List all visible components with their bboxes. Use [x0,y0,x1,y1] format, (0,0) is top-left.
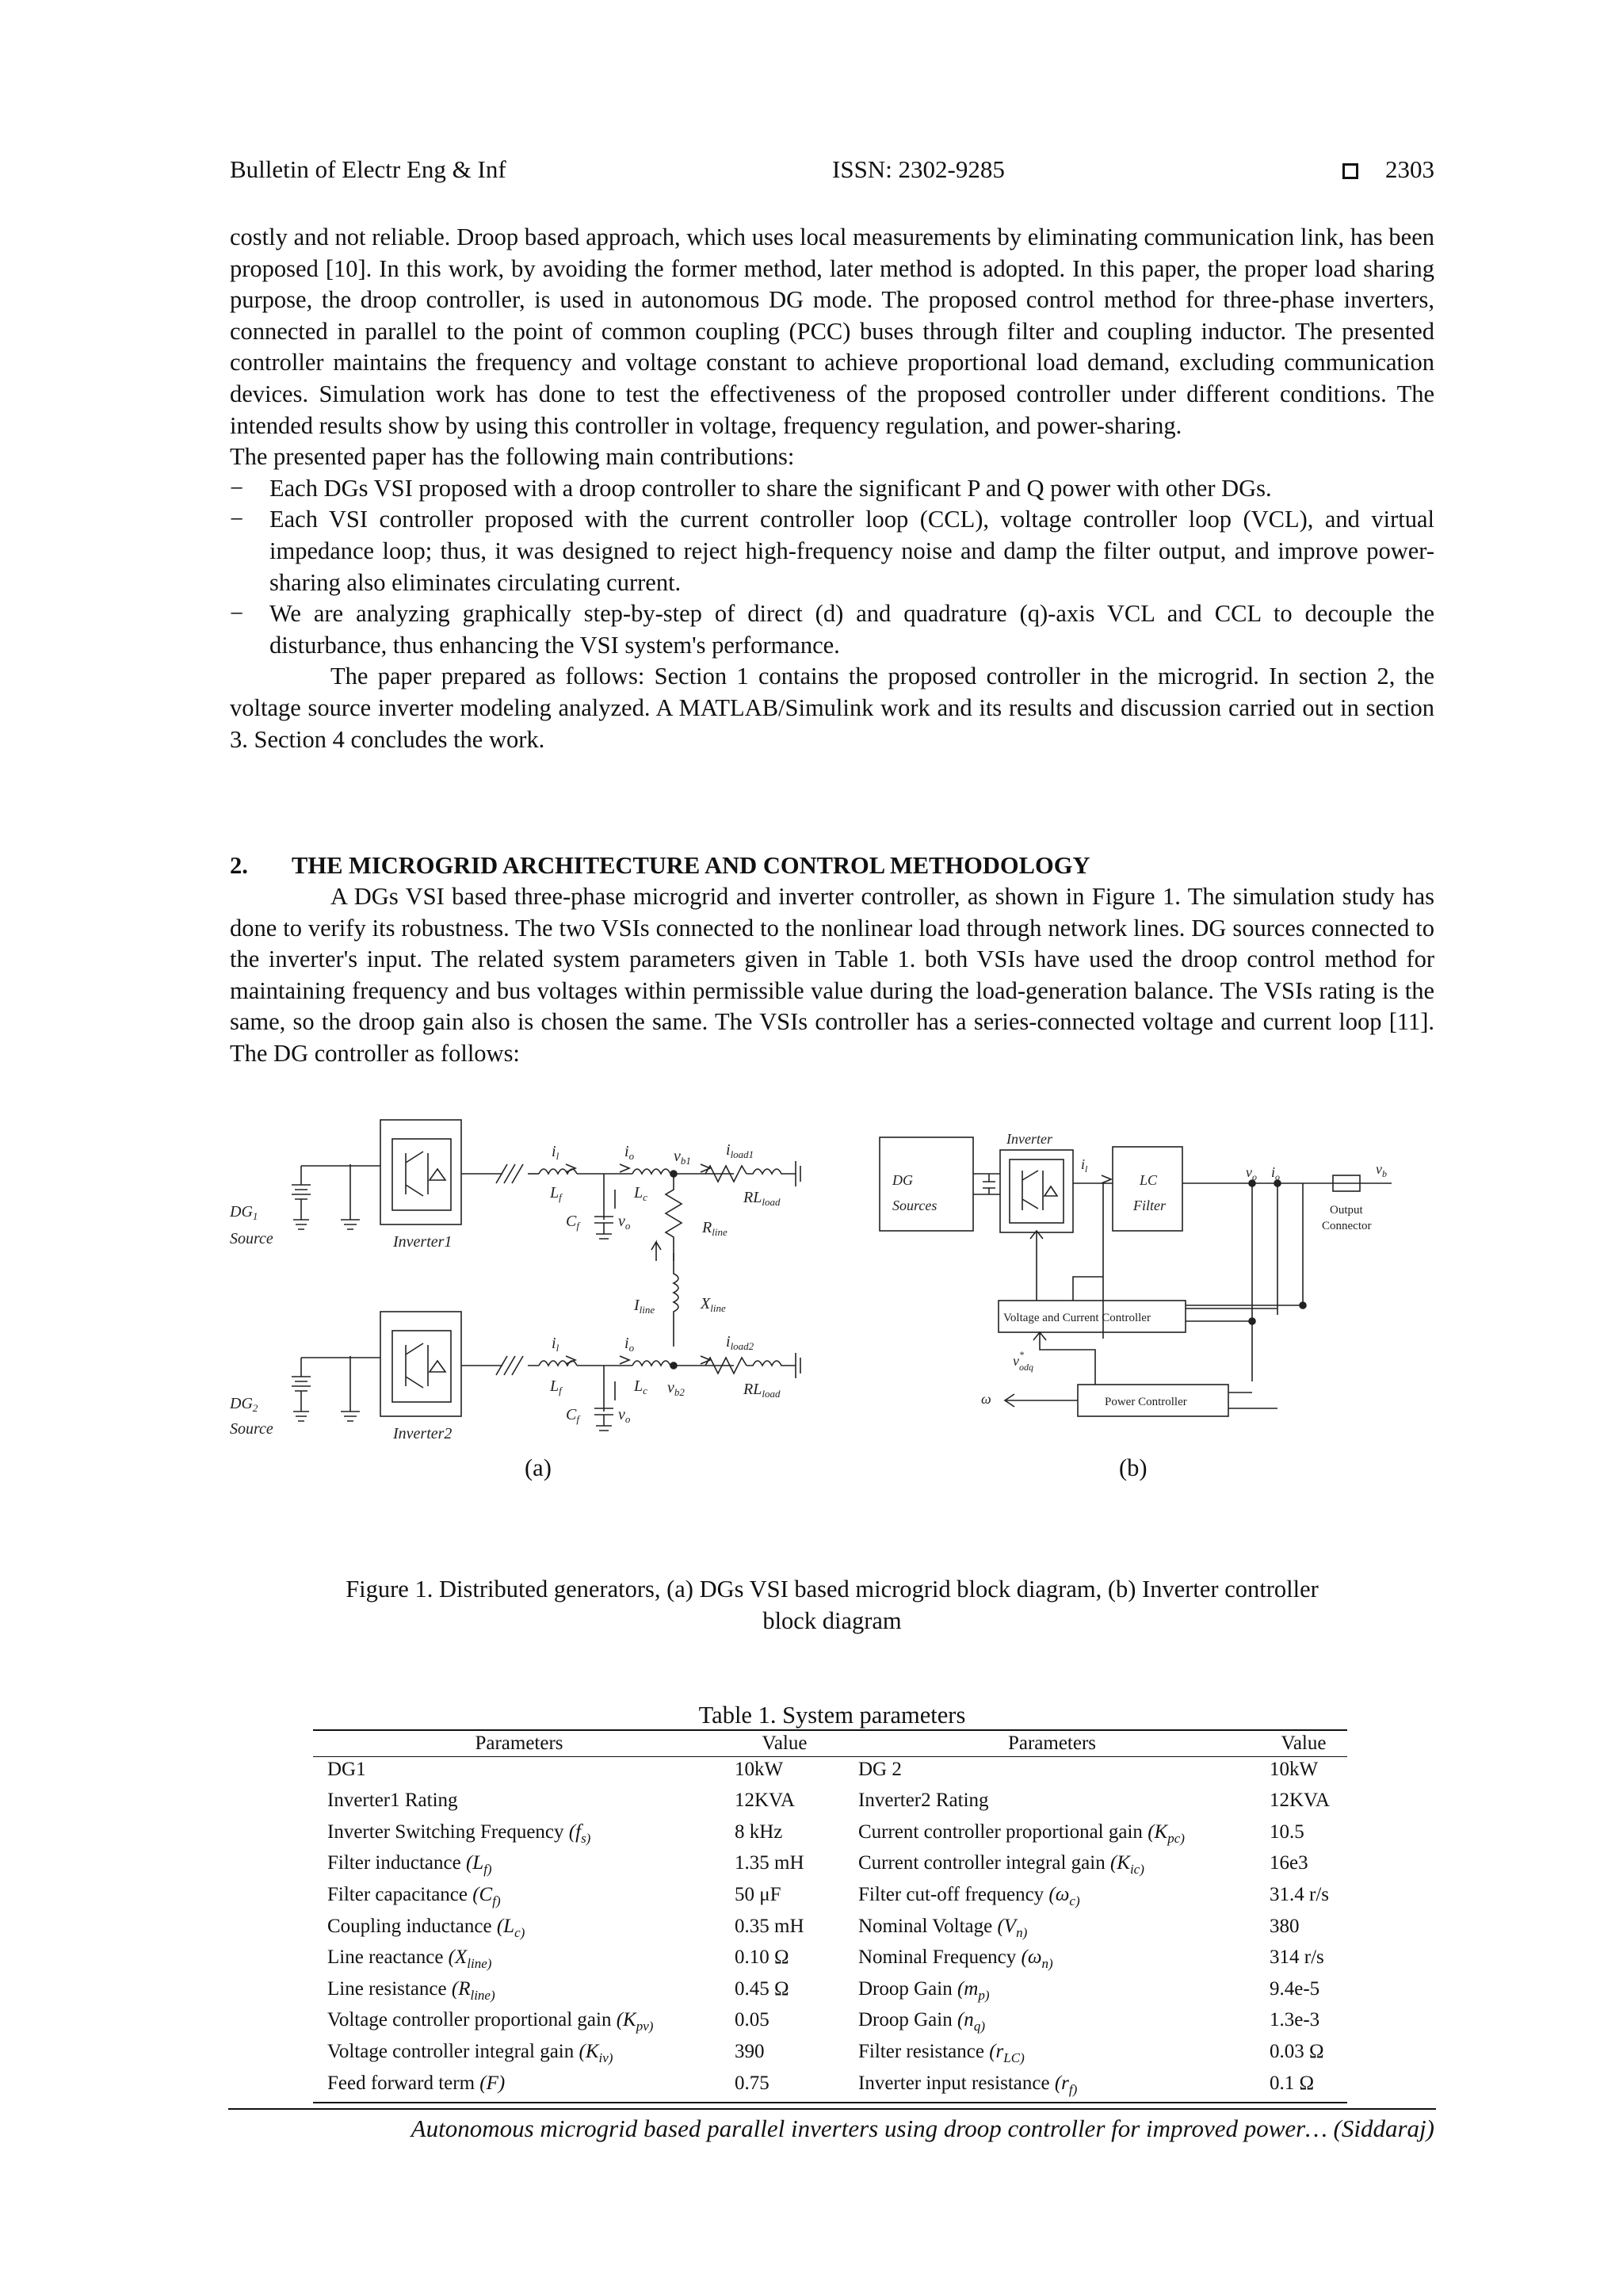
svg-text:Lc: $L_c$ [634,1184,647,1203]
svg-text:DG1: $DG_1$ [230,1203,258,1222]
table-row [313,1756,1347,1788]
panel-b-diagram [880,1131,1392,1416]
inverter-box [1000,1150,1073,1232]
system-parameters-table [313,1729,1347,2103]
value-cell: 0.75 [717,2071,844,2103]
value-cell: 8 kHz [735,1820,783,1843]
value-cell: 0.05 [735,2009,769,2031]
table-body [313,1756,1347,2103]
svg-text:io: $i_o$ [624,1143,635,1162]
section-body [230,881,1434,1070]
svg-text:Lf: $L_f$ [550,1184,562,1203]
table-row [313,1914,1347,1946]
svg-text:ω: ω [981,1391,991,1407]
parameter-cell: Filter resistance ($r_{LC)}$ [858,2040,1025,2065]
svg-text:il: $i_l$ [552,1143,559,1162]
panel-b-labels [892,1131,1387,1408]
svg-text:vo: $v_o$ [618,1406,631,1425]
issn: ISSN: 2302-9285 [832,155,1005,183]
svg-text:il: $i_l$ [1081,1156,1088,1175]
parameter-cell: Current controller integral gain ($K_{ic)}$ [858,1852,1144,1878]
table-row [313,1820,1347,1851]
svg-text:Power Controller: Power Controller [1105,1396,1187,1408]
value-cell: 0.35 mH [735,1915,804,1937]
svg-text:RLload: $RL_{load}$ [743,1381,781,1400]
svg-text:vo: $v_o$ [618,1213,631,1232]
value-cell: 12KVA [735,1790,795,1812]
parameter-cell: Inverter Switching Frequency ($f_{s)}$ [327,1820,591,1846]
parameter-cell: Line resistance ($R_{line)}$ [327,1977,495,2003]
svg-text:Inverter: Inverter [1006,1131,1052,1147]
svg-text:Lf: $L_f$ [550,1377,562,1396]
running-footer: Autonomous microgrid based parallel inverters using droop controller for improved power… (Siddaraj) [411,2115,1434,2142]
value-cell: 0.03 Ω [1270,2040,1324,2062]
intro-section [230,222,1434,755]
figure-1-diagram [230,1114,1434,1494]
bullet-dash: − [230,600,244,628]
svg-text:Connector: Connector [1322,1220,1372,1232]
page-number-group [1342,152,1434,187]
column-header: Value [1252,1730,1347,1756]
square-bullet-icon [1342,163,1358,179]
parameter-cell: Coupling inductance ($L_{c)}$ [327,1915,525,1940]
svg-text:Sources: Sources [892,1198,938,1213]
parameter-cell: Line reactance ($X_{line)}$ [327,1946,492,1972]
parameter-cell: Inverter input resistance ($r_{f)}$ [844,2071,1252,2103]
value-cell: 10.5 [1270,1820,1304,1843]
svg-text:Rline: $R_{line}$ [702,1219,727,1238]
bullet-dash: − [230,506,244,533]
inverter-switch [1010,1159,1064,1223]
svg-text:vb1: $v_{b1}$ [674,1148,691,1167]
parameter-cell: Filter capacitance ($C_{f)}$ [327,1883,501,1908]
current-arrow-icon [1102,1175,1111,1183]
value-cell: 10kW [1270,1758,1319,1780]
parameter-cell: DG1 [327,1758,366,1780]
value-cell: 0.10 Ω [735,1946,789,1969]
table-row [313,1882,1347,1914]
svg-text:iload1: $i_{load1}$ [726,1141,754,1160]
parameter-cell: Voltage controller proportional gain ($K_{pv)}$ [327,2009,654,2034]
bullet-dash: − [230,474,244,502]
svg-text:io: $i_o$ [1271,1164,1281,1182]
svg-text:v*odq: v* odq [1013,1349,1033,1373]
figure-caption: Figure 1. Distributed generators, (a) DGs VSI based microgrid block diagram, (b) Inverter controller block diagram [346,1576,1319,1634]
table-row [313,1788,1347,1820]
contribution-item: − Each VSI controller proposed with the current controller loop (CCL), voltage controller loop (VCL), and virtual impedance loop; thus, it was designed to reject high-frequency noise and damp the filter output, and improve power-sharing also eliminates circulating current. [230,506,1434,596]
svg-text:DG2: $DG_2$ [230,1395,258,1414]
value-cell: 380 [1270,1915,1300,1937]
section2-paragraph: A DGs VSI based three-phase microgrid and inverter controller, as shown in Figure 1. The simulation study has done to verify its robustness. The two VSIs connected to the nonlinear load through network lines. DG sources connected to the inverter's input. The related system parameters given in Table 1. both VSIs have used the droop control method for maintaining frequency and bus voltages within permissible value during the load-generation balance. The VSIs rating is the same, so the droop gain also is chosen the same. The VSIs controller has a series-connected voltage and current loop [11]. The DG controller as follows: [230,883,1434,1067]
contribution-item: − We are analyzing graphically step-by-step of direct (d) and quadrature (q)-axis VCL and CCL to decouple the disturbance, thus enhancing the VSI system's performance. [230,600,1434,659]
parameter-cell: Current controller proportional gain ($K_{pc)}$ [858,1820,1185,1846]
panel-a-diagram [230,1120,800,1442]
line-current-arrow-icon [651,1242,661,1261]
dc-source-icon [292,1166,380,1229]
intro-paragraph: costly and not reliable. Droop based approach, which uses local measurements by eliminating communication link, has been proposed [10]. In this work, by avoiding the former method, later method is adopted. In this paper, the proper load sharing purpose, the droop controller, is used in autonomous DG mode. The proposed control method for three-phase inverters, connected in parallel to the point of common coupling (PCC) buses through filter and coupling inductor. The presented controller maintains the frequency and voltage constant to achieve proportional load demand, excluding communication devices. Simulation work has done to test the effectiveness of the proposed controller under different conditions. The intended results show by using this controller in voltage, frequency regulation, and power-sharing. [230,223,1434,439]
dc-source-icon [292,1358,380,1421]
parameter-cell: Nominal Voltage ($V_{n)}$ [858,1915,1028,1940]
value-cell: 16e3 [1270,1852,1308,1874]
journal-name: Bulletin of Electr Eng & Inf [230,155,506,183]
value-cell: 50 μF [735,1883,781,1905]
parameter-cell: Filter inductance ($L_{f)}$ [327,1852,492,1878]
svg-text:Voltage and Current Controller: Voltage and Current Controller [1003,1312,1151,1324]
bus-node [670,1362,677,1369]
svg-text:Cf: $C_f$ [566,1213,579,1232]
table-row [313,1977,1347,2008]
contributions-lead: The presented paper has the following main contributions: [230,443,795,471]
column-header: Value [717,1730,844,1756]
svg-text:DG: DG [892,1172,913,1188]
panel-b-label: (b) [1119,1454,1148,1481]
svg-text:vb: $v_b$ [1376,1161,1387,1179]
lc-filter-box [1113,1147,1182,1231]
column-header: Parameters [844,1730,1252,1756]
svg-text:LC: LC [1140,1172,1158,1188]
svg-text:RLload: $RL_{load}$ [743,1189,781,1208]
parameter-cell: Voltage controller integral gain ($K_{iv)}$ [327,2040,613,2065]
igbt-icon [406,1152,445,1196]
vodq-arrow-icon [1033,1332,1095,1385]
svg-text:Xline: $X_{line}$ [701,1295,726,1314]
table-row [313,2071,1347,2103]
value-cell: 12KVA [1270,1790,1330,1812]
svg-text:Source: Source [230,1420,273,1438]
gating-arrow-icon [1030,1231,1043,1301]
filter-capacitor-icon [594,1366,613,1431]
parameter-cell: Droop Gain ($n_{q)}$ [858,2009,985,2034]
footer-rule [228,2108,1436,2110]
value-cell: 1.35 mH [735,1852,804,1874]
section-number: 2. [230,852,248,879]
parameter-cell: Filter cut-off frequency ($\omega_{c)}$ [858,1883,1080,1908]
svg-text:Inverter1: Inverter1 [393,1233,453,1251]
ground-icon [341,1164,360,1229]
parameter-cell: Inverter2 Rating [858,1790,989,1812]
parameter-cell: Nominal Frequency ($\omega_{n)}$ [858,1946,1053,1972]
svg-text:Filter: Filter [1133,1198,1166,1213]
page-number: 2303 [1385,155,1434,183]
outline-paragraph: The paper prepared as follows: Section 1 contains the proposed controller in the microgrid. In section 2, the voltage source inverter modeling analyzed. A MATLAB/Simulink work and its results and discussion carried out in section 3. Section 4 concludes the work. [230,663,1434,753]
parameter-cell: DG 2 [858,1758,902,1780]
svg-text:il: $i_l$ [552,1335,559,1354]
coupling-inductor-icon [632,1169,670,1174]
panel-a-label: (a) [525,1454,552,1481]
svg-text:Cf: $C_f$ [566,1406,579,1425]
svg-text:Lc: $L_c$ [634,1377,647,1396]
value-cell: 10kW [735,1758,784,1780]
svg-text:vb2: $v_{b2}$ [667,1379,685,1398]
svg-text:Iline: $I_{line}$ [634,1297,655,1316]
parameter-cell: Inverter1 Rating [327,1790,458,1812]
section-heading [230,850,1090,881]
svg-text:vo: $v_o$ [1246,1164,1257,1182]
parameter-cell: Feed forward term (F) [313,2071,717,2103]
parameter-cell: Droop Gain ($m_{p)}$ [858,1977,990,2003]
filter-capacitor-icon [594,1174,613,1239]
table-title: Table 1. System parameters [698,1702,966,1729]
value-cell: 390 [735,2040,765,2062]
table-header-row [313,1730,1347,1756]
svg-text:io: $i_o$ [624,1335,635,1354]
page-header [230,152,1434,187]
igbt-icon [1022,1171,1057,1210]
dc-link-capacitor-icon [983,1174,995,1194]
panel-a-labels [230,1141,781,1442]
table-row [313,1851,1347,1882]
value-cell: 1.3e-3 [1270,2009,1320,2031]
ground-icon [341,1356,360,1421]
value-cell: 31.4 r/s [1270,1883,1329,1905]
svg-text:Output: Output [1330,1204,1363,1217]
load-inductor-icon [747,1161,800,1186]
column-header: Parameters [313,1730,717,1756]
line-resistor-icon [666,1174,682,1261]
load-inductor-icon [747,1353,800,1378]
table-row [313,2008,1347,2039]
svg-text:Inverter2: Inverter2 [393,1425,453,1442]
line-inductor-icon [674,1253,678,1347]
table-row [313,2039,1347,2071]
figure-1 [230,1114,1434,1494]
table-row [313,1945,1347,1977]
igbt-icon [406,1343,445,1388]
svg-text:Source: Source [230,1230,273,1247]
value-cell: 0.45 Ω [735,1977,789,2000]
contribution-item: − Each DGs VSI proposed with a droop controller to share the significant P and Q power with other DGs. [230,473,1434,505]
value-cell: 9.4e-5 [1270,1977,1320,2000]
value-cell: 314 r/s [1270,1946,1324,1969]
svg-text:iload2: $i_{load2}$ [726,1333,754,1352]
value-cell: 0.1 Ω [1252,2071,1347,2103]
section-title: THE MICROGRID ARCHITECTURE AND CONTROL METHODOLOGY [292,852,1090,879]
